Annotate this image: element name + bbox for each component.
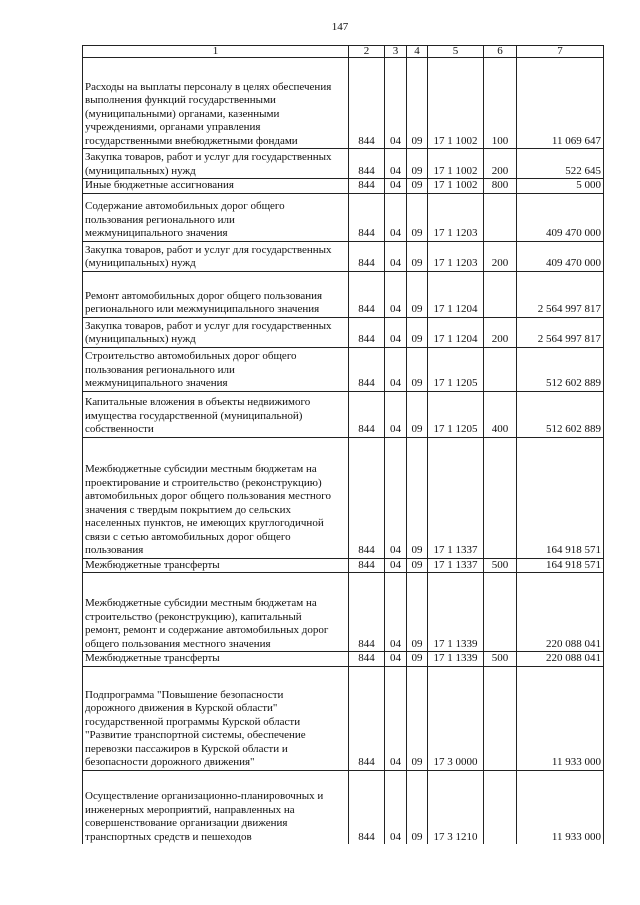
target-item-cell: 17 1 1337	[428, 437, 484, 558]
row-name-line: Закупка товаров, работ и услуг для государственных	[85, 319, 332, 332]
code-cell: 844	[349, 347, 385, 391]
row-name-cell	[83, 149, 349, 179]
table-row	[83, 149, 604, 179]
table-row	[83, 666, 604, 770]
target-item-cell: 17 1 1339	[428, 652, 484, 667]
code-cell: 844	[349, 58, 385, 149]
amount-cell: 522 645	[517, 149, 604, 179]
row-name-line: Строительство автомобильных дорог общего	[85, 350, 297, 362]
row-name-line: учреждениями, органами управления	[85, 121, 261, 133]
expense-type-cell: 800	[484, 179, 517, 194]
row-name-line: (муниципальными) органами, казенными	[85, 107, 280, 120]
subsection-cell: 09	[407, 193, 428, 241]
code-cell: 844	[349, 652, 385, 667]
amount-cell: 11 933 000	[517, 770, 604, 844]
row-name-line: общего пользования местного значения	[85, 637, 271, 650]
subsection-cell: 09	[407, 558, 428, 573]
code-cell: 844	[349, 241, 385, 271]
code-cell: 844	[349, 149, 385, 179]
section-cell: 04	[385, 149, 407, 179]
expense-type-cell	[484, 437, 517, 558]
row-name-line: пользования регионального или	[85, 363, 235, 376]
row-name-cell	[83, 558, 349, 573]
section-cell: 04	[385, 58, 407, 149]
expense-type-cell: 500	[484, 652, 517, 667]
row-name-line: Межбюджетные субсидии местным бюджетам на	[85, 463, 317, 475]
target-item-cell: 17 3 0000	[428, 666, 484, 770]
amount-cell: 512 602 889	[517, 347, 604, 391]
row-name-line: транспортных средств и пешеходов	[85, 830, 252, 843]
expense-type-cell	[484, 666, 517, 770]
row-name-cell	[83, 347, 349, 391]
amount-cell: 164 918 571	[517, 558, 604, 573]
amount-cell: 5 000	[517, 179, 604, 194]
target-item-cell: 17 1 1205	[428, 391, 484, 437]
expense-type-cell	[484, 193, 517, 241]
row-name-line: Подпрограмма "Повышение безопасности	[85, 688, 284, 701]
section-cell: 04	[385, 179, 407, 194]
section-cell: 04	[385, 770, 407, 844]
section-cell: 04	[385, 573, 407, 652]
expense-type-cell: 500	[484, 558, 517, 573]
row-name-line: населенных пунктов, не имеющих круглогодичной	[85, 517, 324, 529]
table-row	[83, 391, 604, 437]
row-name-line: безопасности дорожного движения"	[85, 756, 255, 768]
row-name-line: Иные бюджетные ассигнования	[85, 179, 234, 191]
row-name-cell	[83, 391, 349, 437]
header-col-6: 6	[484, 46, 517, 58]
target-item-cell: 17 1 1203	[428, 193, 484, 241]
row-name-line: "Развитие транспортной системы, обеспечение	[85, 729, 306, 741]
code-cell: 844	[349, 193, 385, 241]
code-cell: 844	[349, 391, 385, 437]
row-name-line: перевозки пассажиров в Курской области и	[85, 742, 288, 755]
amount-cell: 409 470 000	[517, 241, 604, 271]
row-name-cell	[83, 770, 349, 844]
header-col-3: 3	[385, 46, 407, 58]
expense-type-cell	[484, 573, 517, 652]
table-row	[83, 770, 604, 844]
table-row	[83, 437, 604, 558]
table-row	[83, 179, 604, 194]
header-col-1: 1	[83, 46, 349, 58]
row-name-line: Содержание автомобильных дорог общего	[85, 200, 285, 212]
amount-cell: 11 069 647	[517, 58, 604, 149]
row-name-cell	[83, 666, 349, 770]
expense-type-cell	[484, 271, 517, 317]
expense-type-cell: 100	[484, 58, 517, 149]
table-row	[83, 558, 604, 573]
row-name-cell	[83, 179, 349, 194]
code-cell: 844	[349, 271, 385, 317]
target-item-cell: 17 1 1337	[428, 558, 484, 573]
row-name-line: выполнения функций государственными	[85, 94, 276, 106]
expense-type-cell: 200	[484, 241, 517, 271]
target-item-cell: 17 1 1002	[428, 149, 484, 179]
table-row	[83, 193, 604, 241]
row-name-line: межмуниципального значения	[85, 377, 228, 389]
row-name-line: Закупка товаров, работ и услуг для государственных	[85, 243, 332, 256]
amount-cell: 2 564 997 817	[517, 271, 604, 317]
row-name-line: Осуществление организационно-планировочных и	[85, 790, 324, 802]
row-name-line: межмуниципального значения	[85, 227, 228, 239]
amount-cell: 512 602 889	[517, 391, 604, 437]
page-number: 147	[331, 21, 349, 33]
code-cell: 844	[349, 666, 385, 770]
row-name-cell	[83, 437, 349, 558]
amount-cell: 164 918 571	[517, 437, 604, 558]
row-name-line: Закупка товаров, работ и услуг для государственных	[85, 151, 332, 163]
target-item-cell: 17 1 1002	[428, 179, 484, 194]
row-name-line: совершенствование организации движения	[85, 817, 288, 829]
budget-table	[82, 45, 604, 844]
code-cell: 844	[349, 179, 385, 194]
row-name-line: государственной программы Курской области	[85, 715, 301, 728]
amount-cell: 2 564 997 817	[517, 317, 604, 347]
row-name-line: пользования	[85, 544, 144, 556]
row-name-line: Расходы на выплаты персоналу в целях обеспечения	[85, 80, 332, 93]
table-row	[83, 58, 604, 149]
subsection-cell: 09	[407, 391, 428, 437]
subsection-cell: 09	[407, 347, 428, 391]
table-row	[83, 317, 604, 347]
row-name-line: строительство (реконструкцию), капитальный	[85, 610, 302, 623]
row-name-cell	[83, 58, 349, 149]
row-name-line: собственности	[85, 423, 154, 435]
subsection-cell: 09	[407, 241, 428, 271]
amount-cell: 220 088 041	[517, 652, 604, 667]
code-cell: 844	[349, 770, 385, 844]
row-name-line: Межбюджетные субсидии местным бюджетам на	[85, 597, 317, 609]
expense-type-cell	[484, 347, 517, 391]
section-cell: 04	[385, 391, 407, 437]
target-item-cell: 17 1 1002	[428, 58, 484, 149]
section-cell: 04	[385, 437, 407, 558]
row-name-line: значения с твердым покрытием до сельских	[85, 503, 291, 516]
subsection-cell: 09	[407, 652, 428, 667]
amount-cell: 409 470 000	[517, 193, 604, 241]
row-name-line: автомобильных дорог общего пользования местного	[85, 490, 332, 502]
row-name-line: Межбюджетные трансферты	[85, 558, 220, 571]
row-name-cell	[83, 652, 349, 667]
subsection-cell: 09	[407, 149, 428, 179]
subsection-cell: 09	[407, 58, 428, 149]
row-name-line: регионального или межмуниципального значения	[85, 303, 320, 315]
subsection-cell: 09	[407, 179, 428, 194]
row-name-cell	[83, 317, 349, 347]
row-name-line: Капитальные вложения в объекты недвижимого	[85, 396, 311, 408]
row-name-cell	[83, 193, 349, 241]
row-name-line: дорожного движения в Курской области"	[85, 702, 278, 714]
row-name-line: (муниципальных) нужд	[85, 333, 196, 345]
subsection-cell: 09	[407, 271, 428, 317]
row-name-line: связи с сетью автомобильных дорог общего	[85, 530, 291, 543]
row-name-line: ремонт, ремонт и содержание автомобильных дорог	[85, 624, 329, 636]
row-name-line: Ремонт автомобильных дорог общего пользования	[85, 289, 323, 302]
row-name-line: (муниципальных) нужд	[85, 257, 196, 269]
table-row	[83, 573, 604, 652]
section-cell: 04	[385, 652, 407, 667]
expense-type-cell	[484, 770, 517, 844]
code-cell: 844	[349, 573, 385, 652]
amount-cell: 11 933 000	[517, 666, 604, 770]
target-item-cell: 17 1 1205	[428, 347, 484, 391]
row-name-line: государственными внебюджетными фондами	[85, 134, 298, 147]
target-item-cell: 17 1 1339	[428, 573, 484, 652]
table-row	[83, 241, 604, 271]
code-cell: 844	[349, 558, 385, 573]
target-item-cell: 17 1 1204	[428, 317, 484, 347]
header-col-7: 7	[517, 46, 604, 58]
row-name-cell	[83, 271, 349, 317]
subsection-cell: 09	[407, 666, 428, 770]
subsection-cell: 09	[407, 437, 428, 558]
row-name-line: (муниципальных) нужд	[85, 164, 196, 177]
code-cell: 844	[349, 317, 385, 347]
row-name-line: Межбюджетные трансферты	[85, 652, 220, 664]
target-item-cell: 17 1 1204	[428, 271, 484, 317]
row-name-line: проектирование и строительство (реконструкцию)	[85, 476, 322, 489]
table-header-row	[83, 46, 604, 58]
table-row	[83, 652, 604, 667]
header-col-5: 5	[428, 46, 484, 58]
section-cell: 04	[385, 241, 407, 271]
subsection-cell: 09	[407, 317, 428, 347]
row-name-cell	[83, 241, 349, 271]
target-item-cell: 17 1 1203	[428, 241, 484, 271]
table-row	[83, 271, 604, 317]
subsection-cell: 09	[407, 573, 428, 652]
section-cell: 04	[385, 558, 407, 573]
amount-cell: 220 088 041	[517, 573, 604, 652]
code-cell: 844	[349, 437, 385, 558]
table-row	[83, 347, 604, 391]
header-col-2: 2	[349, 46, 385, 58]
header-col-4: 4	[407, 46, 428, 58]
row-name-line: пользования регионального или	[85, 213, 235, 226]
section-cell: 04	[385, 271, 407, 317]
section-cell: 04	[385, 193, 407, 241]
expense-type-cell: 400	[484, 391, 517, 437]
expense-type-cell: 200	[484, 149, 517, 179]
expense-type-cell: 200	[484, 317, 517, 347]
section-cell: 04	[385, 347, 407, 391]
target-item-cell: 17 3 1210	[428, 770, 484, 844]
row-name-line: инженерных мероприятий, направленных на	[85, 803, 295, 816]
section-cell: 04	[385, 666, 407, 770]
row-name-cell	[83, 573, 349, 652]
section-cell: 04	[385, 317, 407, 347]
row-name-line: имущества государственной (муниципальной)	[85, 409, 303, 422]
subsection-cell: 09	[407, 770, 428, 844]
